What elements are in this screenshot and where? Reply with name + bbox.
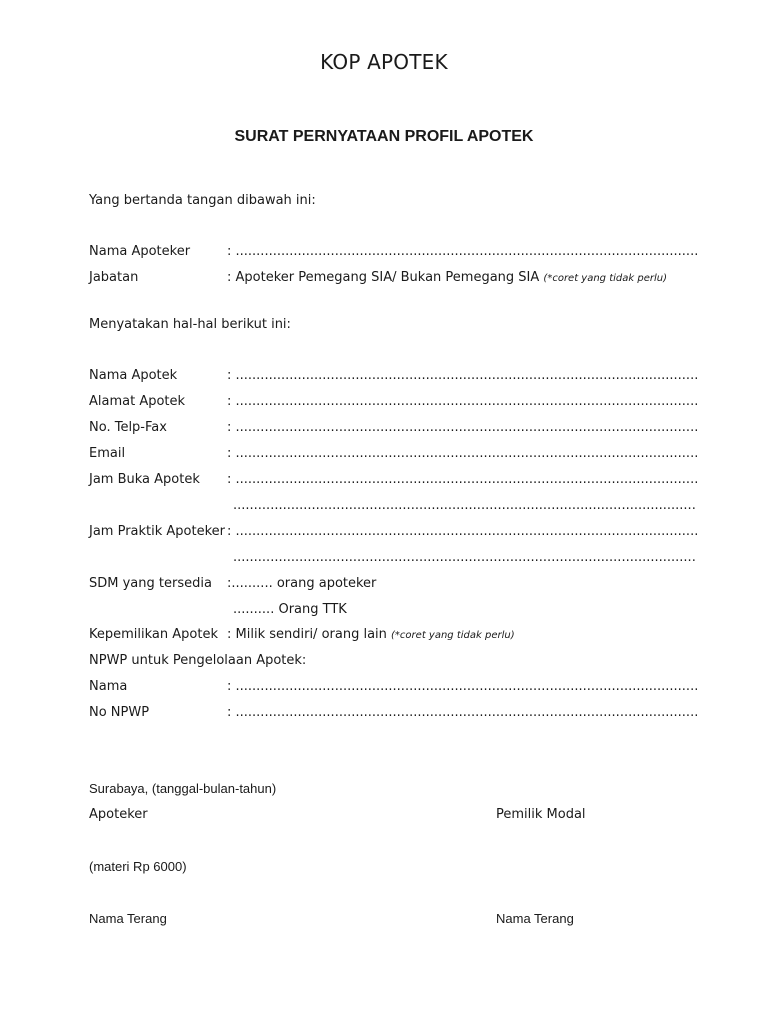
field-nama-apoteker: : ................................................................................................................ [227, 244, 699, 259]
field-kepemilikan [227, 627, 515, 644]
document-title: SURAT PERNYATAAN PROFIL APOTEK [234, 128, 534, 145]
jabatan-note: (*coret yang tidak perlu) [543, 273, 667, 284]
field-sdm-apoteker: :.......... orang apoteker [227, 576, 377, 591]
label-alamat-apotek: Alamat Apotek [89, 394, 186, 409]
materai-note: (materi Rp 6000) [89, 859, 187, 874]
field-alamat-apotek: : ................................................................................................................ [227, 394, 699, 409]
label-jam-praktik: Jam Praktik Apoteker [89, 524, 226, 539]
signer-name-right: Nama Terang [496, 911, 574, 926]
npwp-heading: NPWP untuk Pengelolaan Apotek: [89, 653, 307, 668]
signer-role-right: Pemilik Modal [496, 807, 586, 822]
place-date: Surabaya, (tanggal-bulan-tahun) [89, 781, 277, 796]
label-sdm: SDM yang tersedia [89, 576, 212, 591]
letterhead-placeholder: KOP APOTEK [320, 50, 448, 74]
label-jam-buka: Jam Buka Apotek [89, 472, 200, 487]
label-telp-fax: No. Telp-Fax [89, 420, 167, 435]
jabatan-value: : Apoteker Pemegang SIA/ Bukan Pemegang SIA [227, 270, 540, 285]
label-email: Email [89, 446, 126, 461]
field-jam-buka-cont: ................................................................................................................ [233, 498, 696, 513]
field-npwp-nama: : ................................................................................................................ [227, 679, 699, 694]
kepemilikan-value: : Milik sendiri/ orang lain [227, 627, 387, 642]
field-jam-praktik: : ................................................................................................................ [227, 524, 699, 539]
signer-role-left: Apoteker [89, 807, 148, 822]
label-nama-apotek: Nama Apotek [89, 368, 178, 383]
statement-text: Menyatakan hal-hal berikut ini: [89, 317, 291, 332]
field-sdm-ttk: .......... Orang TTK [233, 602, 347, 617]
label-nama-apoteker: Nama Apoteker [89, 244, 191, 259]
label-npwp-nama: Nama [89, 679, 128, 694]
label-kepemilikan: Kepemilikan Apotek [89, 627, 218, 642]
field-jam-buka: : ................................................................................................................ [227, 472, 699, 487]
kepemilikan-note: (*coret yang tidak perlu) [391, 630, 515, 641]
field-jabatan [227, 270, 667, 287]
field-email: : ................................................................................................................ [227, 446, 699, 461]
label-npwp-no: No NPWP [89, 705, 150, 720]
field-telp-fax: : ................................................................................................................ [227, 420, 699, 435]
signer-name-left: Nama Terang [89, 911, 167, 926]
intro-text: Yang bertanda tangan dibawah ini: [89, 193, 316, 208]
label-jabatan: Jabatan [89, 270, 139, 285]
field-nama-apotek: : ................................................................................................................ [227, 368, 699, 383]
field-npwp-no: : ................................................................................................................ [227, 705, 699, 720]
field-jam-praktik-cont: ................................................................................................................ [233, 550, 696, 565]
